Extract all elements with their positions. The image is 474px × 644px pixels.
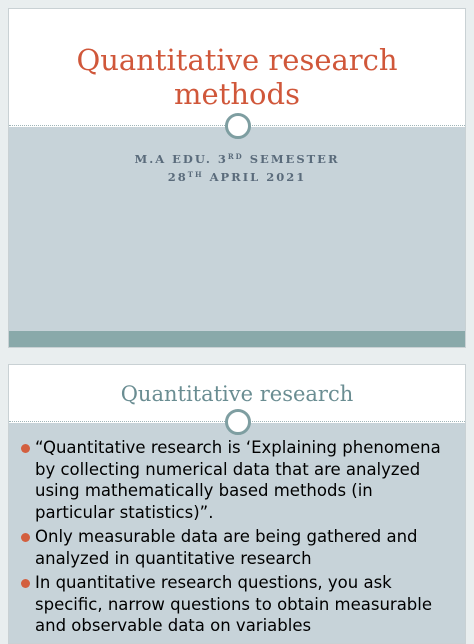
slide-title-line2: methods <box>174 77 300 111</box>
subtitle-date-month-year: APRIL 2021 <box>203 170 307 184</box>
subtitle-date-ordinal: TH <box>187 170 204 179</box>
footer-band <box>9 331 465 348</box>
bullet-item <box>9 526 465 569</box>
circle-ornament-icon <box>225 113 251 139</box>
slide-subtitle <box>9 149 465 185</box>
bullet-dot-icon <box>21 444 30 453</box>
slide-heading: Quantitative research <box>120 382 354 406</box>
slide-title-line1: Quantitative research <box>76 43 398 77</box>
bullet-item <box>9 572 465 637</box>
title-slide <box>8 8 466 348</box>
content-slide <box>8 364 466 644</box>
bullet-dot-icon <box>21 579 30 588</box>
bullet-item <box>9 437 465 523</box>
subtitle-course-text: M.A EDU. 3 <box>134 152 228 166</box>
subtitle-course-semester: SEMESTER <box>243 152 340 166</box>
circle-ornament-icon <box>225 409 251 435</box>
subtitle-course <box>9 149 465 167</box>
bullet-text: In quantitative research questions, you ask specific, narrow questions to obtain measurable and observable data on variables <box>35 573 433 635</box>
bullet-text: Only measurable data are being gathered and analyzed in quantitative research <box>35 527 418 568</box>
slide-title <box>9 43 465 111</box>
subtitle-date-day: 28 <box>167 170 188 184</box>
subtitle-date <box>9 167 465 185</box>
bullet-list <box>9 437 465 640</box>
title-area <box>9 9 465 127</box>
bullet-text: “Quantitative research is ‘Explaining phenomena by collecting numerical data that are analyzed using mathematically based methods (in particular statistics)”. <box>35 438 441 522</box>
subtitle-course-ordinal: RD <box>227 152 244 161</box>
bullet-dot-icon <box>21 533 30 542</box>
